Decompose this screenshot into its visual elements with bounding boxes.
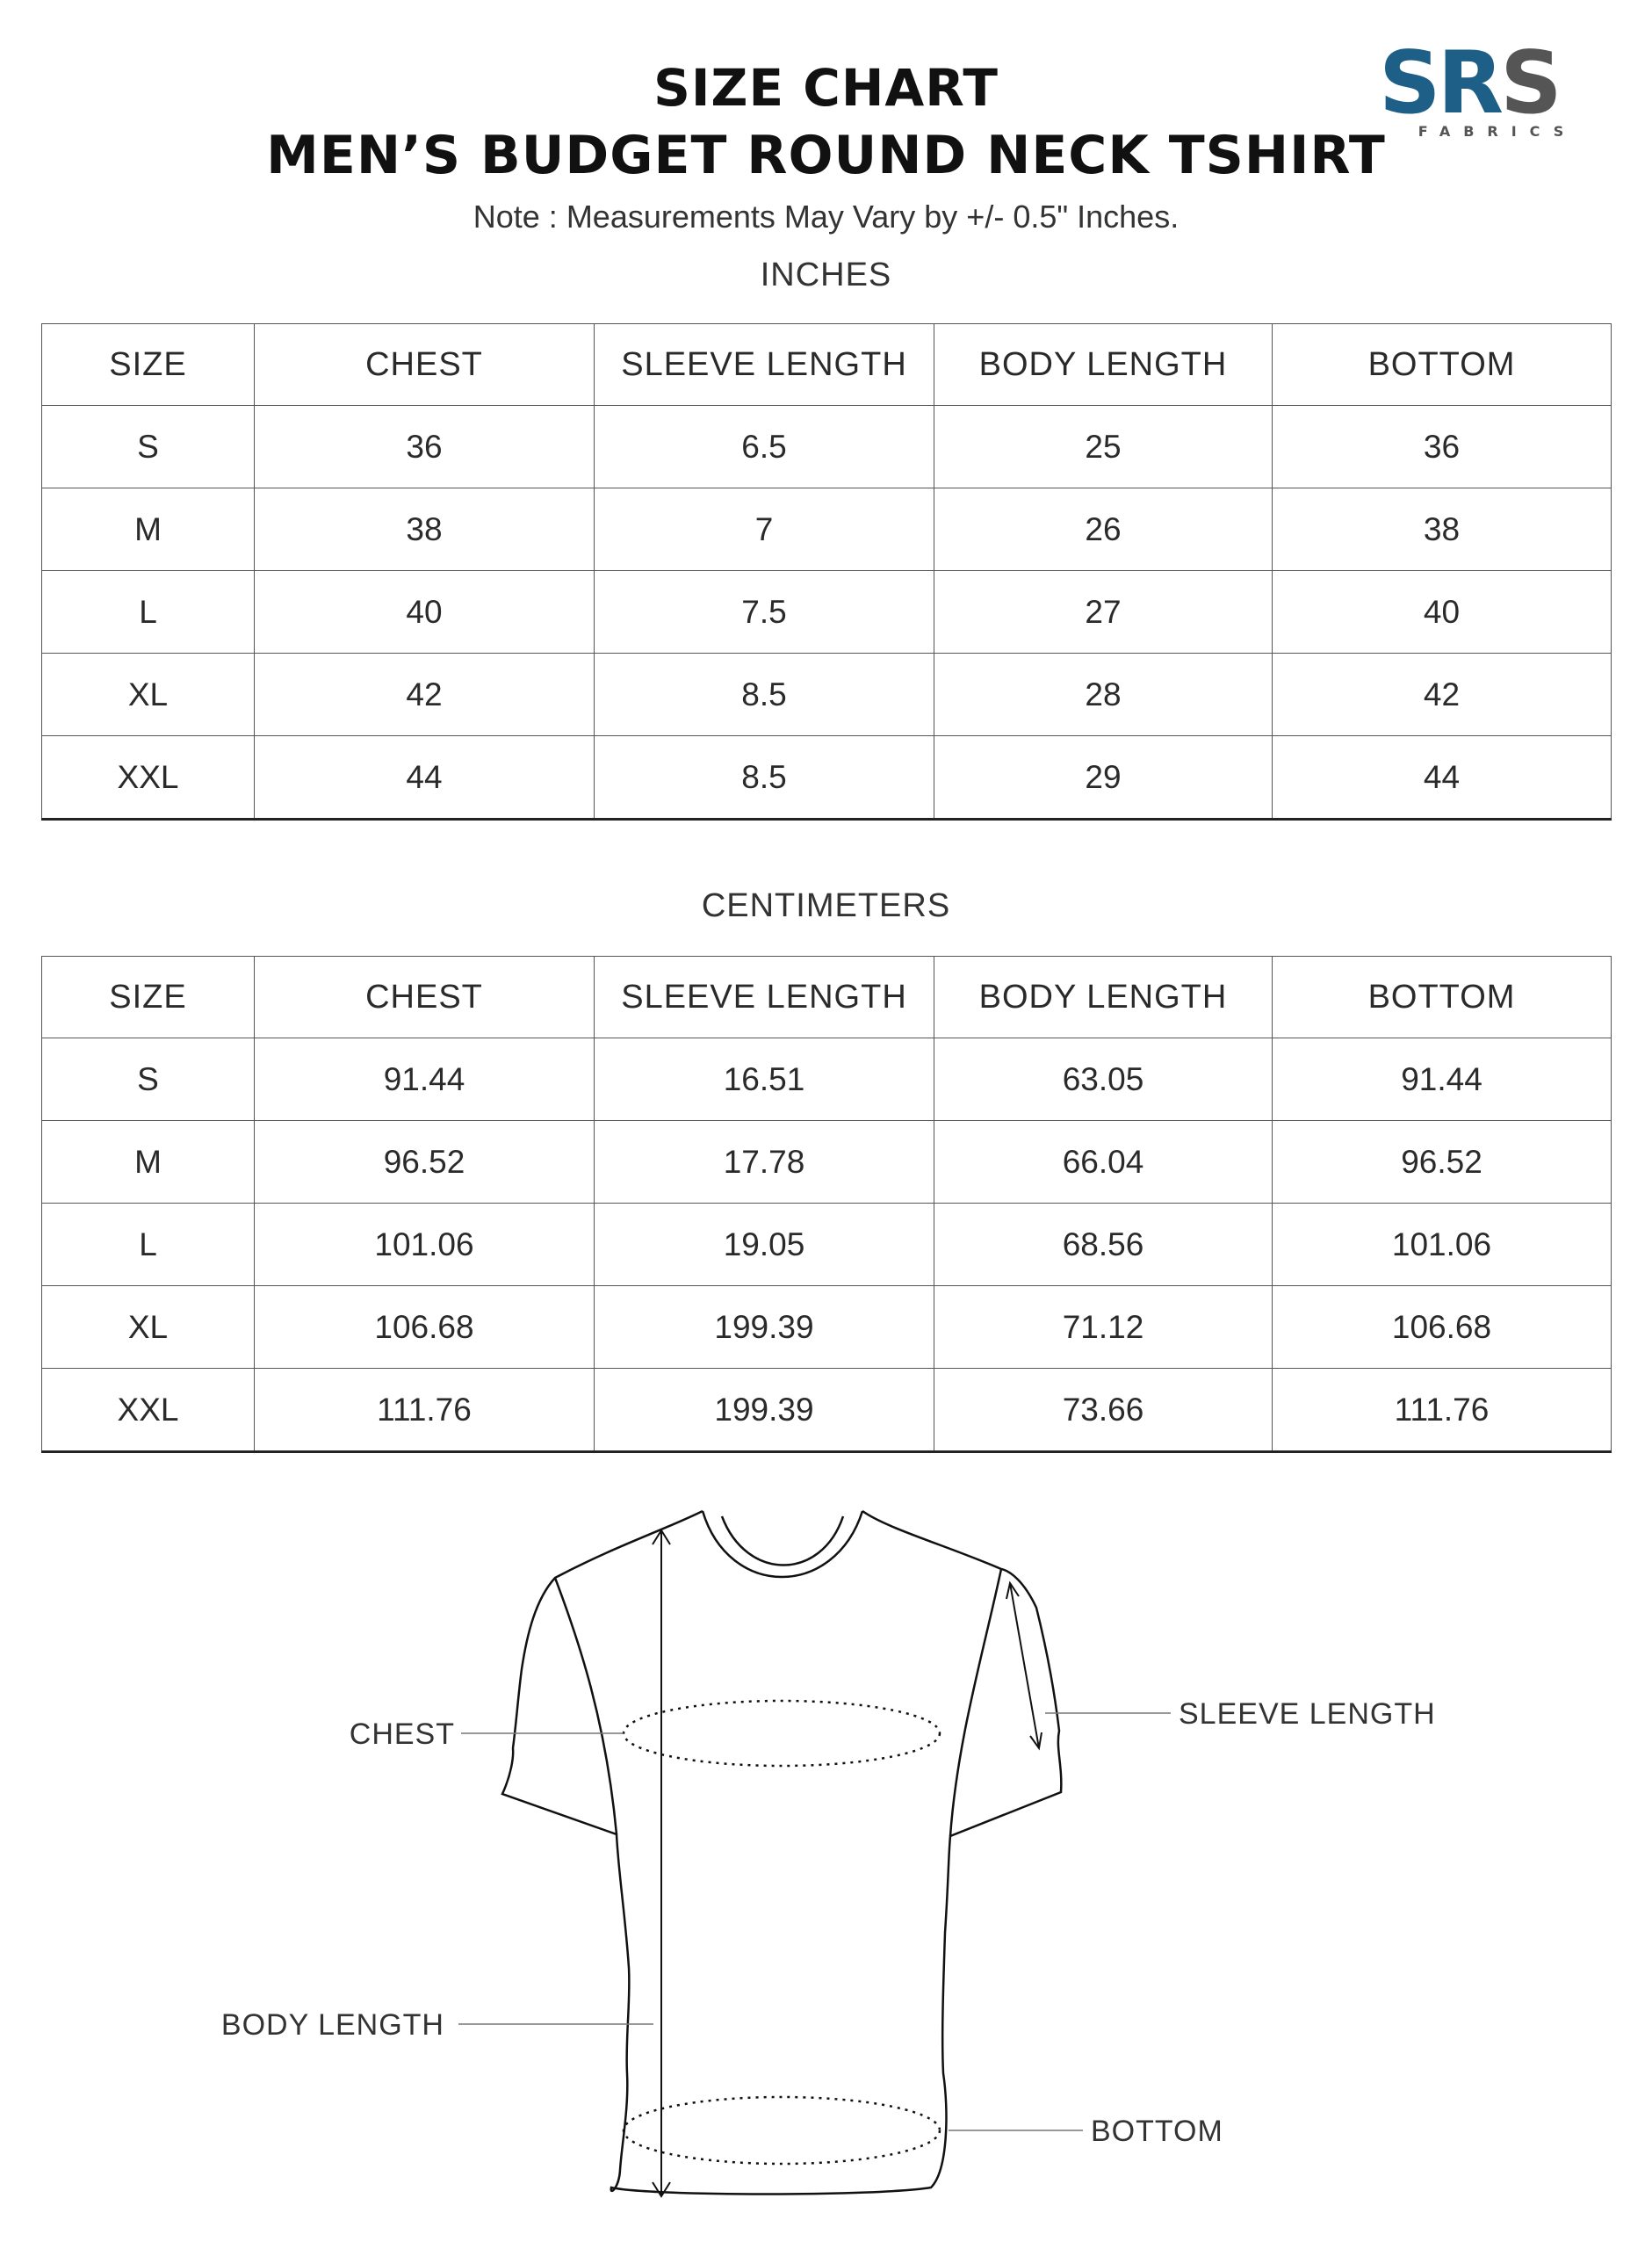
measurement-cell: 101.06	[1273, 1204, 1612, 1286]
size-cell: M	[42, 488, 255, 571]
chest-label: CHEST	[349, 1717, 455, 1751]
measurement-cell: 17.78	[595, 1121, 934, 1204]
column-header: CHEST	[255, 324, 595, 406]
table-row	[42, 1204, 1612, 1286]
tshirt-measurement-diagram	[0, 1493, 1652, 2214]
table-row	[42, 1369, 1612, 1452]
table-row	[42, 1286, 1612, 1369]
table-row	[42, 571, 1612, 654]
measurement-cell: 36	[255, 406, 595, 488]
logo-subtitle: FABRICS	[1418, 123, 1577, 140]
measurement-cell: 40	[255, 571, 595, 654]
measurement-cell: 36	[1273, 406, 1612, 488]
logo-letter-s1: S	[1379, 33, 1438, 134]
column-header: SIZE	[42, 324, 255, 406]
brand-logo	[1379, 33, 1616, 140]
table-row	[42, 1121, 1612, 1204]
tshirt-outline-icon	[502, 1511, 1061, 2195]
size-cell: XL	[42, 654, 255, 736]
measurement-cell: 6.5	[595, 406, 934, 488]
column-header: BODY LENGTH	[934, 324, 1273, 406]
measurement-cell: 96.52	[255, 1121, 595, 1204]
measurement-cell: 106.68	[255, 1286, 595, 1369]
size-cell: M	[42, 1121, 255, 1204]
measurement-cell: 27	[934, 571, 1273, 654]
size-cell: S	[42, 1038, 255, 1121]
size-cell: L	[42, 571, 255, 654]
table-header-row	[42, 324, 1612, 406]
size-cell: XXL	[42, 1369, 255, 1452]
logo-letter-s2: S	[1500, 33, 1559, 134]
measurement-cell: 106.68	[1273, 1286, 1612, 1369]
measurement-cell: 73.66	[934, 1369, 1273, 1452]
size-cell: XXL	[42, 736, 255, 820]
measurement-cell: 38	[1273, 488, 1612, 571]
size-cell: XL	[42, 1286, 255, 1369]
measurement-cell: 96.52	[1273, 1121, 1612, 1204]
table-row	[42, 654, 1612, 736]
column-header: BOTTOM	[1273, 957, 1612, 1038]
size-cell: L	[42, 1204, 255, 1286]
inches-unit-label: INCHES	[760, 257, 892, 293]
table-row	[42, 736, 1612, 820]
measurement-cell: 40	[1273, 571, 1612, 654]
column-header: SIZE	[42, 957, 255, 1038]
logo-letter-r: R	[1437, 33, 1501, 134]
sleeve-length-label: SLEEVE LENGTH	[1179, 1697, 1436, 1731]
centimeters-unit-label: CENTIMETERS	[701, 887, 951, 924]
bottom-label: BOTTOM	[1091, 2115, 1223, 2148]
measurement-note: Note : Measurements May Vary by +/- 0.5" Inches.	[473, 199, 1179, 235]
measurement-cell: 111.76	[255, 1369, 595, 1452]
measurement-cell: 19.05	[595, 1204, 934, 1286]
product-title: MEN’S BUDGET ROUND NECK TSHIRT	[266, 125, 1386, 186]
measurement-cell: 28	[934, 654, 1273, 736]
measurement-cell: 101.06	[255, 1204, 595, 1286]
measurement-cell: 25	[934, 406, 1273, 488]
body-length-arrow-icon	[653, 1530, 670, 2196]
measurement-cell: 199.39	[595, 1286, 934, 1369]
measurement-cell: 91.44	[1273, 1038, 1612, 1121]
measurement-cell: 7	[595, 488, 934, 571]
measurement-cell: 26	[934, 488, 1273, 571]
measurement-cell: 199.39	[595, 1369, 934, 1452]
measurement-cell: 44	[1273, 736, 1612, 820]
table-header-row	[42, 957, 1612, 1038]
measurement-cell: 44	[255, 736, 595, 820]
measurement-cell: 42	[255, 654, 595, 736]
table-row	[42, 1038, 1612, 1121]
bottom-measure-ellipse	[624, 2097, 940, 2164]
measurement-cell: 8.5	[595, 736, 934, 820]
measurement-cell: 42	[1273, 654, 1612, 736]
column-header: BODY LENGTH	[934, 957, 1273, 1038]
size-cell: S	[42, 406, 255, 488]
column-header: SLEEVE LENGTH	[595, 957, 934, 1038]
measurement-cell: 38	[255, 488, 595, 571]
column-header: BOTTOM	[1273, 324, 1612, 406]
measurement-cell: 66.04	[934, 1121, 1273, 1204]
column-header: CHEST	[255, 957, 595, 1038]
table-row	[42, 406, 1612, 488]
chest-measure-ellipse	[624, 1701, 940, 1766]
measurement-cell: 7.5	[595, 571, 934, 654]
column-header: SLEEVE LENGTH	[595, 324, 934, 406]
measurement-cell: 16.51	[595, 1038, 934, 1121]
page-title: SIZE CHART	[653, 58, 999, 118]
body-length-label: BODY LENGTH	[220, 2008, 444, 2042]
inches-size-table	[41, 323, 1612, 821]
measurement-cell: 91.44	[255, 1038, 595, 1121]
measurement-cell: 111.76	[1273, 1369, 1612, 1452]
measurement-cell: 63.05	[934, 1038, 1273, 1121]
table-row	[42, 488, 1612, 571]
measurement-cell: 68.56	[934, 1204, 1273, 1286]
measurement-cell: 29	[934, 736, 1273, 820]
measurement-cell: 8.5	[595, 654, 934, 736]
measurement-cell: 71.12	[934, 1286, 1273, 1369]
centimeters-size-table	[41, 956, 1612, 1453]
